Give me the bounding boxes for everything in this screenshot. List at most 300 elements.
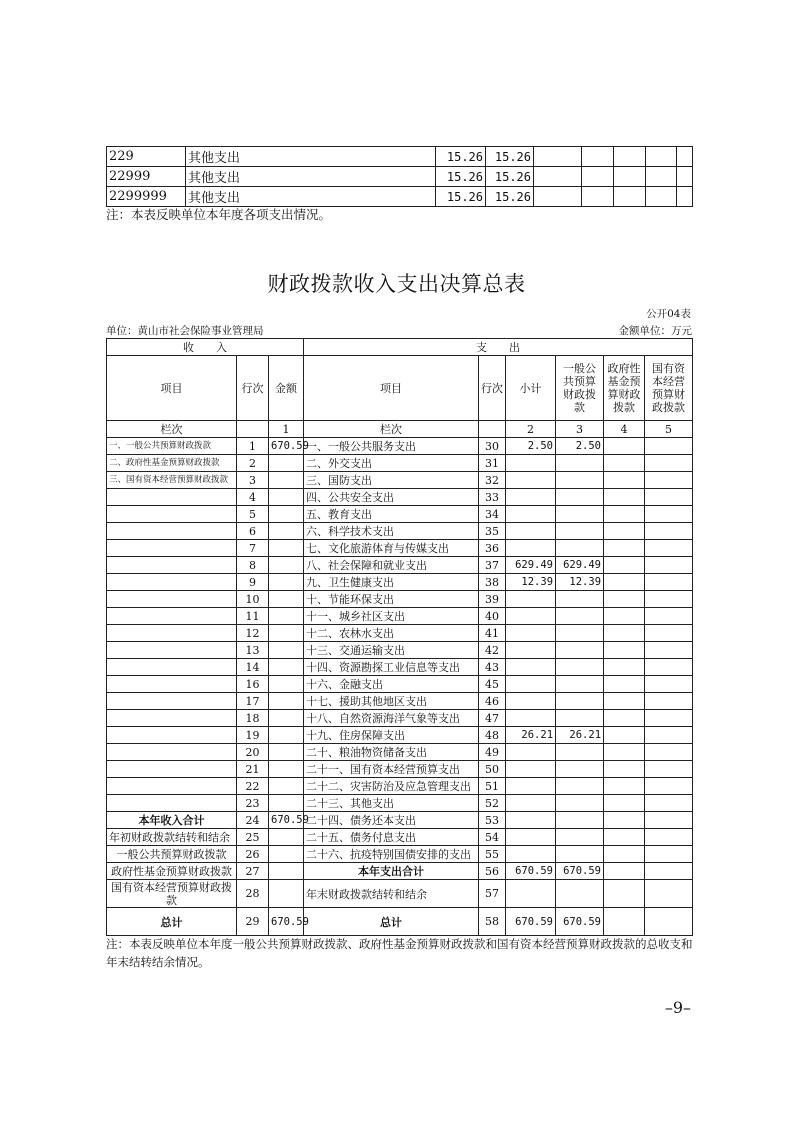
table-row <box>107 846 693 863</box>
subtotal-amount <box>506 591 556 608</box>
expense-item: 三、国防支出 <box>304 472 479 489</box>
subtotal-amount <box>506 489 556 506</box>
income-item <box>107 574 237 591</box>
expense-item: 一、一般公共服务支出 <box>304 438 479 455</box>
state-capital-amount <box>645 744 693 761</box>
fund-budget-amount <box>604 710 645 727</box>
income-item <box>107 659 237 676</box>
income-line: 14 <box>237 659 269 676</box>
table-row <box>107 693 693 710</box>
table-row <box>107 591 693 608</box>
expense-detail-table <box>106 146 693 207</box>
fund-budget-amount <box>604 908 645 936</box>
state-capital-amount <box>645 523 693 540</box>
expense-line: 30 <box>479 438 506 455</box>
state-capital-amount <box>645 557 693 574</box>
subtotal-amount <box>506 455 556 472</box>
empty-cell <box>646 187 677 207</box>
empty-cell <box>646 147 677 167</box>
expense-line: 35 <box>479 523 506 540</box>
state-capital-amount <box>645 472 693 489</box>
table-row <box>107 625 693 642</box>
state-capital-amount <box>645 506 693 523</box>
empty-cell <box>582 167 614 187</box>
income-amount <box>269 625 304 642</box>
table-row <box>107 557 693 574</box>
table-row <box>107 778 693 795</box>
state-capital-amount <box>645 829 693 846</box>
table-row <box>107 574 693 591</box>
general-budget-amount <box>556 761 604 778</box>
income-amount <box>269 455 304 472</box>
table-row <box>107 795 693 812</box>
state-capital-amount <box>645 659 693 676</box>
expense-line: 43 <box>479 659 506 676</box>
general-budget-amount <box>556 591 604 608</box>
table-row <box>107 829 693 846</box>
income-header: 收 入 <box>107 339 304 356</box>
expense-line: 38 <box>479 574 506 591</box>
income-item <box>107 676 237 693</box>
form-number: 公开04表 <box>646 308 691 320</box>
value-cell: 15.26 <box>486 187 534 207</box>
expense-line: 42 <box>479 642 506 659</box>
subtotal-amount <box>506 778 556 795</box>
expense-line: 52 <box>479 795 506 812</box>
fund-budget-amount <box>604 863 645 880</box>
subtotal-amount <box>506 659 556 676</box>
income-item <box>107 744 237 761</box>
expense-line: 36 <box>479 540 506 557</box>
table-row <box>107 744 693 761</box>
subtotal-amount <box>506 676 556 693</box>
expense-item: 二、外交支出 <box>304 455 479 472</box>
income-line: 19 <box>237 727 269 744</box>
income-item: 总计 <box>107 908 237 936</box>
fund-budget-amount <box>604 455 645 472</box>
fund-budget-amount <box>604 727 645 744</box>
empty-cell <box>534 167 582 187</box>
state-capital-amount <box>645 863 693 880</box>
income-item <box>107 540 237 557</box>
expense-header: 支 出 <box>304 339 693 356</box>
income-amount <box>269 642 304 659</box>
expense-line: 31 <box>479 455 506 472</box>
table-row <box>107 489 693 506</box>
table-note: 注：本表反映单位本年度各项支出情况。 <box>106 207 332 222</box>
summary-table-note: 注：本表反映单位本年度一般公共预算财政拨款、政府性基金预算财政拨款和国有资本经营预算财政拨款的总收支和年末结转结余情况。 <box>106 937 693 969</box>
fund-budget-amount <box>604 574 645 591</box>
table-row <box>107 455 693 472</box>
income-amount: 670.59 <box>269 908 304 936</box>
state-capital-amount <box>645 846 693 863</box>
expense-line: 40 <box>479 608 506 625</box>
income-amount <box>269 761 304 778</box>
empty-cell <box>582 187 614 207</box>
table-row <box>107 676 693 693</box>
income-item <box>107 523 237 540</box>
fund-budget-amount <box>604 557 645 574</box>
subtotal-amount: 629.49 <box>506 557 556 574</box>
income-amount <box>269 489 304 506</box>
income-line: 2 <box>237 455 269 472</box>
fund-budget-amount <box>604 540 645 557</box>
expense-item: 二十一、国有资本经营预算支出 <box>304 761 479 778</box>
name-cell: 其他支出 <box>186 187 436 207</box>
income-line: 23 <box>237 795 269 812</box>
subtotal-amount <box>506 744 556 761</box>
amount-unit: 金额单位：万元 <box>618 325 692 337</box>
table-row <box>107 523 693 540</box>
state-capital-amount <box>645 676 693 693</box>
subtotal-amount: 670.59 <box>506 863 556 880</box>
expense-item: 十三、交通运输支出 <box>304 642 479 659</box>
expense-item: 十七、援助其他地区支出 <box>304 693 479 710</box>
table-row <box>107 167 693 187</box>
column-index-row <box>107 421 693 438</box>
income-amount <box>269 880 304 908</box>
expense-line: 33 <box>479 489 506 506</box>
income-amount <box>269 727 304 744</box>
expense-item: 十八、自然资源海洋气象等支出 <box>304 710 479 727</box>
col-index-3: 3 <box>556 421 604 438</box>
subtotal-amount: 26.21 <box>506 727 556 744</box>
income-line: 26 <box>237 846 269 863</box>
expense-item: 二十三、其他支出 <box>304 795 479 812</box>
lanci-label: 栏次 <box>107 421 237 438</box>
empty-cell <box>677 167 693 187</box>
state-capital-amount <box>645 625 693 642</box>
subtotal-amount <box>506 540 556 557</box>
general-budget-amount <box>556 523 604 540</box>
income-amount-header: 金额 <box>269 356 304 421</box>
income-item <box>107 625 237 642</box>
income-item: 本年收入合计 <box>107 812 237 829</box>
expense-line: 48 <box>479 727 506 744</box>
expense-item: 十六、金融支出 <box>304 676 479 693</box>
table-row <box>107 540 693 557</box>
expense-line: 55 <box>479 846 506 863</box>
expense-item: 十一、城乡社区支出 <box>304 608 479 625</box>
income-amount <box>269 778 304 795</box>
table-row <box>107 908 693 936</box>
table-row <box>107 727 693 744</box>
income-item <box>107 693 237 710</box>
general-budget-amount <box>556 744 604 761</box>
fund-budget-amount <box>604 744 645 761</box>
income-line: 21 <box>237 761 269 778</box>
subtotal-amount: 12.39 <box>506 574 556 591</box>
general-budget-amount <box>556 693 604 710</box>
fund-budget-amount <box>604 812 645 829</box>
page-title: 财政拨款收入支出决算总表 <box>267 272 526 296</box>
income-item <box>107 727 237 744</box>
income-item: 二、政府性基金预算财政拨款 <box>107 455 237 472</box>
col-index-2: 2 <box>506 421 556 438</box>
fund-budget-header: 政府性基金预算财政拨款 <box>604 356 645 421</box>
income-line: 20 <box>237 744 269 761</box>
expense-item: 九、卫生健康支出 <box>304 574 479 591</box>
income-amount <box>269 795 304 812</box>
income-amount <box>269 744 304 761</box>
subtotal-amount <box>506 472 556 489</box>
income-line: 25 <box>237 829 269 846</box>
income-amount <box>269 557 304 574</box>
unit-name: 单位：黄山市社会保险事业管理局 <box>106 325 264 337</box>
general-budget-amount: 670.59 <box>556 908 604 936</box>
page-number: –9– <box>664 998 691 1017</box>
expense-line: 47 <box>479 710 506 727</box>
income-item <box>107 710 237 727</box>
state-capital-amount <box>645 489 693 506</box>
income-item <box>107 795 237 812</box>
subtotal-amount <box>506 795 556 812</box>
general-budget-amount: 26.21 <box>556 727 604 744</box>
general-budget-amount <box>556 880 604 908</box>
empty-cell <box>534 147 582 167</box>
table-row <box>107 187 693 207</box>
fund-budget-amount <box>604 676 645 693</box>
table-row <box>107 880 693 908</box>
state-capital-amount <box>645 455 693 472</box>
income-line: 27 <box>237 863 269 880</box>
expense-line: 45 <box>479 676 506 693</box>
table-row <box>107 608 693 625</box>
fund-budget-amount <box>604 489 645 506</box>
fund-budget-amount <box>604 761 645 778</box>
expense-line: 50 <box>479 761 506 778</box>
expense-line: 49 <box>479 744 506 761</box>
income-item <box>107 506 237 523</box>
expense-item: 十、节能环保支出 <box>304 591 479 608</box>
expense-item: 二十、粮油物资储备支出 <box>304 744 479 761</box>
empty-cell <box>677 187 693 207</box>
value-cell: 15.26 <box>486 167 534 187</box>
empty-cell <box>646 167 677 187</box>
fund-budget-amount <box>604 523 645 540</box>
income-amount <box>269 846 304 863</box>
empty-cell <box>614 167 646 187</box>
expense-item: 二十二、灾害防治及应急管理支出 <box>304 778 479 795</box>
income-amount <box>269 659 304 676</box>
income-line: 6 <box>237 523 269 540</box>
general-budget-amount <box>556 710 604 727</box>
income-line: 5 <box>237 506 269 523</box>
expense-item: 十四、资源勘探工业信息等支出 <box>304 659 479 676</box>
empty-cell <box>534 187 582 207</box>
subtotal-amount <box>506 710 556 727</box>
code-cell: 22999 <box>107 167 186 187</box>
state-capital-amount <box>645 710 693 727</box>
income-amount <box>269 710 304 727</box>
income-line: 12 <box>237 625 269 642</box>
expense-item: 十二、农林水支出 <box>304 625 479 642</box>
income-item-header: 项目 <box>107 356 237 421</box>
subtotal-amount <box>506 625 556 642</box>
subtotal-amount <box>506 829 556 846</box>
income-item: 一、一般公共预算财政拨款 <box>107 438 237 455</box>
fund-budget-amount <box>604 778 645 795</box>
income-item <box>107 591 237 608</box>
table-row <box>107 812 693 829</box>
income-item: 一般公共预算财政拨款 <box>107 846 237 863</box>
income-line: 29 <box>237 908 269 936</box>
state-capital-amount <box>645 438 693 455</box>
fund-budget-amount <box>604 608 645 625</box>
income-item: 政府性基金预算财政拨款 <box>107 863 237 880</box>
empty-cell <box>614 147 646 167</box>
fund-budget-amount <box>604 591 645 608</box>
general-budget-amount: 12.39 <box>556 574 604 591</box>
name-cell: 其他支出 <box>186 167 436 187</box>
expense-line: 51 <box>479 778 506 795</box>
state-capital-amount <box>645 761 693 778</box>
fund-budget-amount <box>604 659 645 676</box>
income-item <box>107 778 237 795</box>
subtotal-amount <box>506 523 556 540</box>
income-amount <box>269 540 304 557</box>
income-amount <box>269 574 304 591</box>
income-line: 28 <box>237 880 269 908</box>
table-row <box>107 659 693 676</box>
subtotal-amount <box>506 761 556 778</box>
state-capital-amount <box>645 880 693 908</box>
general-budget-amount <box>556 676 604 693</box>
expense-line: 54 <box>479 829 506 846</box>
income-line: 8 <box>237 557 269 574</box>
subtotal-amount: 670.59 <box>506 908 556 936</box>
general-budget-amount <box>556 608 604 625</box>
fund-budget-amount <box>604 795 645 812</box>
income-item <box>107 557 237 574</box>
header-row-top <box>107 339 693 356</box>
fund-budget-amount <box>604 438 645 455</box>
income-amount <box>269 506 304 523</box>
expense-item: 十九、住房保障支出 <box>304 727 479 744</box>
subtotal-amount <box>506 642 556 659</box>
state-capital-amount <box>645 812 693 829</box>
subtotal-amount <box>506 506 556 523</box>
table-row <box>107 863 693 880</box>
state-capital-amount <box>645 908 693 936</box>
income-item: 国有资本经营预算财政拨款 <box>107 880 237 908</box>
income-line: 13 <box>237 642 269 659</box>
income-amount <box>269 591 304 608</box>
state-capital-amount <box>645 540 693 557</box>
income-line-header: 行次 <box>237 356 269 421</box>
income-item <box>107 489 237 506</box>
income-line: 17 <box>237 693 269 710</box>
expense-item: 二十六、抗疫特别国债安排的支出 <box>304 846 479 863</box>
expense-item: 本年支出合计 <box>304 863 479 880</box>
value-cell: 15.26 <box>436 187 486 207</box>
lanci-label-2: 栏次 <box>304 421 479 438</box>
general-budget-amount: 2.50 <box>556 438 604 455</box>
subtotal-header: 小计 <box>506 356 556 421</box>
income-line: 3 <box>237 472 269 489</box>
fund-budget-amount <box>604 625 645 642</box>
table-row <box>107 438 693 455</box>
expense-item: 二十五、债务付息支出 <box>304 829 479 846</box>
general-budget-amount <box>556 829 604 846</box>
fund-budget-amount <box>604 829 645 846</box>
income-item <box>107 761 237 778</box>
fund-budget-amount <box>604 472 645 489</box>
table-row <box>107 761 693 778</box>
general-budget-amount <box>556 506 604 523</box>
fund-budget-amount <box>604 846 645 863</box>
subtotal-amount <box>506 880 556 908</box>
state-capital-amount <box>645 727 693 744</box>
income-line: 4 <box>237 489 269 506</box>
general-budget-amount: 670.59 <box>556 863 604 880</box>
expense-item: 总计 <box>304 908 479 936</box>
income-amount <box>269 693 304 710</box>
state-capital-amount <box>645 642 693 659</box>
name-cell: 其他支出 <box>186 147 436 167</box>
income-amount <box>269 523 304 540</box>
code-cell: 229 <box>107 147 186 167</box>
general-budget-amount <box>556 846 604 863</box>
expense-item: 五、教育支出 <box>304 506 479 523</box>
state-capital-amount <box>645 795 693 812</box>
general-budget-amount <box>556 489 604 506</box>
expense-line: 37 <box>479 557 506 574</box>
income-amount <box>269 863 304 880</box>
expense-item: 二十四、债务还本支出 <box>304 812 479 829</box>
fund-budget-amount <box>604 880 645 908</box>
expense-line: 41 <box>479 625 506 642</box>
expense-item: 年末财政拨款结转和结余 <box>304 880 479 908</box>
income-line: 1 <box>237 438 269 455</box>
expense-line: 58 <box>479 908 506 936</box>
income-amount <box>269 472 304 489</box>
subtotal-amount: 2.50 <box>506 438 556 455</box>
general-budget-amount <box>556 642 604 659</box>
general-budget-amount <box>556 778 604 795</box>
general-budget-amount <box>556 540 604 557</box>
state-capital-header: 国有资本经营预算财政拨款 <box>645 356 693 421</box>
fund-budget-amount <box>604 642 645 659</box>
income-line: 16 <box>237 676 269 693</box>
expense-line: 34 <box>479 506 506 523</box>
income-amount: 670.59 <box>269 438 304 455</box>
income-line: 11 <box>237 608 269 625</box>
expense-item: 七、文化旅游体育与传媒支出 <box>304 540 479 557</box>
general-budget-amount <box>556 472 604 489</box>
col-index-5: 5 <box>645 421 693 438</box>
state-capital-amount <box>645 693 693 710</box>
income-item: 年初财政拨款结转和结余 <box>107 829 237 846</box>
table-row <box>107 642 693 659</box>
empty-cell <box>614 187 646 207</box>
state-capital-amount <box>645 608 693 625</box>
state-capital-amount <box>645 591 693 608</box>
code-cell: 2299999 <box>107 187 186 207</box>
income-line: 9 <box>237 574 269 591</box>
expense-line: 39 <box>479 591 506 608</box>
subtotal-amount <box>506 608 556 625</box>
expense-item: 六、科学技术支出 <box>304 523 479 540</box>
income-line: 22 <box>237 778 269 795</box>
expense-line: 53 <box>479 812 506 829</box>
table-row <box>107 472 693 489</box>
state-capital-amount <box>645 778 693 795</box>
income-line: 24 <box>237 812 269 829</box>
income-item <box>107 608 237 625</box>
income-line: 7 <box>237 540 269 557</box>
value-cell: 15.26 <box>486 147 534 167</box>
